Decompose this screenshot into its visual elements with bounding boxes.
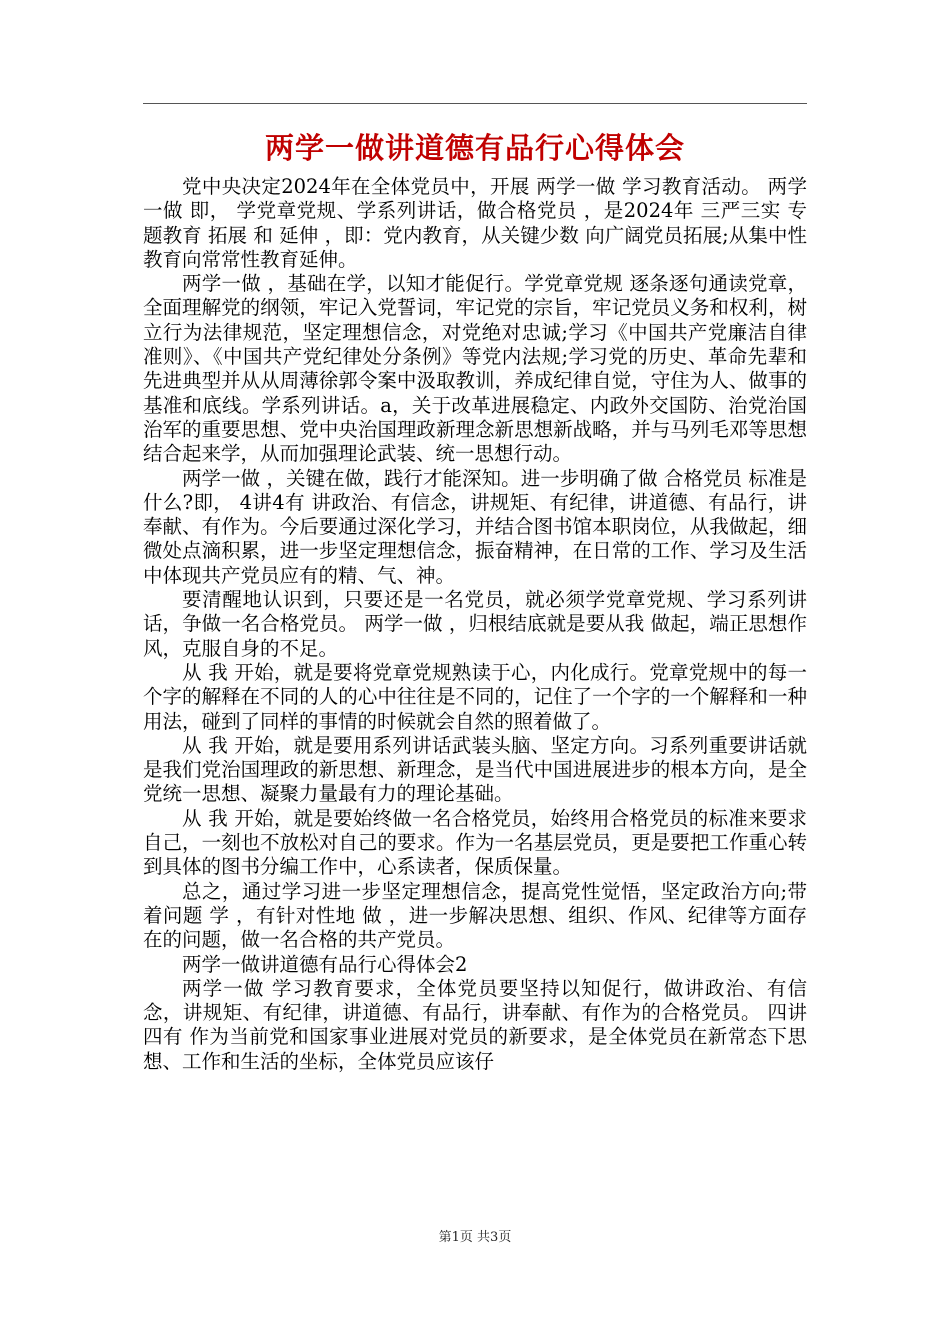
body-paragraph: 党中央决定2024年在全体党员中，开展 两学一做 学习教育活动。 两学一做 即， 学党章党规、学系列讲话，做合格党员 ，是2024年 三严三实 专题教育 拓展 和 延伸 ，即：党内教育，从关键少数 向广阔党员拓展;从集中性教育向常常性教育延伸。 bbox=[143, 175, 807, 271]
section-heading: 两学一做讲道德有品行心得体会2 bbox=[182, 952, 468, 976]
body-paragraph: 两学一做 ，基础在学，以知才能促行。学党章党规 逐条逐句通读党章，全面理解党的纲领，牢记入党誓词，牢记党的宗旨，牢记党员义务和权利，树立行为法律规范，坚定理想信念，对党绝对忠诚;学习《中国共产党廉洁自律准则》、《中国共产党纪律处分条例》等党内法规;学习党的历史、革命先辈和先进典型并从从周薄徐郭令案中汲取教训，养成纪律自觉，守住为人、做事的基准和底线。学系列讲话。a，关于改革进展稳定、内政外交国防、治党治国治军的重要思想、党中央治国理政新理念新思想新战略，并与马列毛邓等思想结合起来学，从而加强理论武装、统一思想行动。 bbox=[143, 272, 807, 466]
document-body bbox=[143, 175, 807, 1074]
document-title: 两学一做讲道德有品行心得体会 bbox=[264, 131, 685, 165]
page-number-footer: 第1页 共3页 bbox=[438, 1230, 512, 1245]
body-paragraph: 要清醒地认识到，只要还是一名党员，就必须学党章党规、学习系列讲话，争做一名合格党员。 两学一做 ，归根结底就是要从我 做起，端正思想作风，克服自身的不足。 bbox=[143, 588, 807, 660]
body-paragraph: 两学一做 学习教育要求，全体党员要坚持以知促行，做讲政治、有信念，讲规矩、有纪律，讲道德、有品行，讲奉献、有作为的合格党员。 四讲四有 作为当前党和国家事业进展对党员的新要求，是全体党员在新常态下思想、工作和生活的坐标，全体党员应该仔 bbox=[143, 976, 807, 1073]
body-paragraph: 两学一做 ，关键在做，践行才能深知。进一步明确了做 合格党员 标准是什么?即， 4讲4有 讲政治、有信念，讲规矩、有纪律，讲道德、有品行，讲奉献、有作为。今后要通过深化学习，并结合图书馆本职岗位，从我做起，细微处点滴积累，进一步坚定理想信念，振奋精神，在日常的工作、学习及生活中体现共产党员应有的精、气、神。 bbox=[143, 466, 807, 587]
header-rule bbox=[143, 103, 807, 104]
body-paragraph: 从 我 开始，就是要始终做一名合格党员，始终用合格党员的标准来要求自己，一刻也不放松对自己的要求。作为一名基层党员，更是要把工作重心转到具体的图书分编工作中，心系读者，保质保量。 bbox=[143, 806, 807, 879]
body-paragraph: 总之，通过学习进一步坚定理想信念，提高党性觉悟，坚定政治方向;带着问题 学 ，有针对性地 做 ，进一步解决思想、组织、作风、纪律等方面存在的问题，做一名合格的共产党员。 bbox=[143, 879, 807, 952]
body-paragraph: 从 我 开始，就是要用系列讲话武装头脑、坚定方向。习系列重要讲话就是我们党治国理政的新思想、新理念，是当代中国进展进步的根本方向，是全党统一思想、凝聚力量最有力的理论基础。 bbox=[143, 733, 807, 806]
body-paragraph: 从 我 开始，就是要将党章党规熟读于心，内化成行。党章党规中的每一个字的解释在不同的人的心中往往是不同的，记住了一个字的一个解释和一种用法，碰到了同样的事情的时候就会自然的照着做了。 bbox=[143, 660, 807, 733]
